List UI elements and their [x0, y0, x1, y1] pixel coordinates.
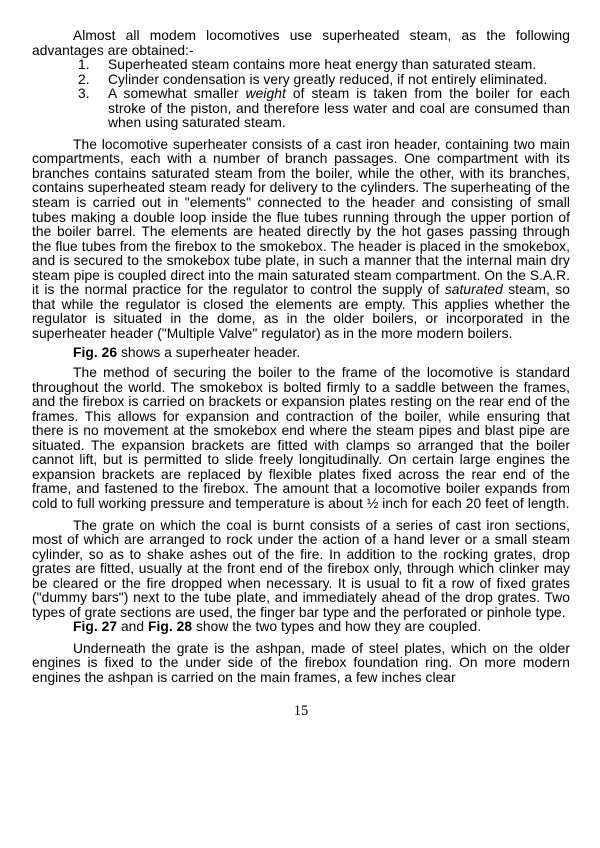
figure-26-text: shows a superheater header. [117, 345, 301, 361]
list-item-text-pre: A somewhat smaller [108, 86, 246, 102]
paragraph-text-emphasis: saturated [444, 282, 503, 298]
list-item-number: 2. [78, 71, 90, 87]
paragraph-boiler-securing: The method of securing the boiler to the frame of the locomotive is standard throughout the world. The smokebox is bolted firmly to a saddle between the frames, and the firebox is carried on brackets or expansion plates resting on the rear end of the frames. This allows for expansion and contraction of the boiler, while ensuring that there is no movement at the smokebox end where the steam pipes and blast pipe are situated. The expansion brackets are fitted with clamps so arranged that the boiler cannot lift, but is permitted to slide freely longitudinally. On certain large engines the expansion brackets are replaced by flexible plates fixed across the rear end of the frame, and fastened to the firebox. The amount that a locomotive boiler expands from cold to full working pressure and temperature is about ½ inch for each 20 feet of length. [32, 365, 570, 511]
figure-27-28-reference [32, 620, 570, 635]
paragraph-text-pre: The locomotive superheater consists of a cast iron header, containing two main compartments, each with a number of branch passages. One compartment with its branches contains saturated steam from the boiler, while the other, with its branches, contains superheated steam ready for delivery to the cylinders. The superheating of the steam is carried out in "elements" connected to the header and consisting of small tubes making a double loop inside the flue tubes running through the upper portion of the boiler barrel. The elements are heated directly by the hot gases passing through the flue tubes from the firebox to the smokebox. The header is placed in the smokebox, and is secured to the smokebox tube plate, in such a manner that the internal main dry steam pipe is coupled direct into the main saturated steam compartment. On the S.A.R. it is the normal practice for the regulator to control the supply of [32, 136, 570, 298]
list-item-1 [32, 58, 570, 73]
page-number: 15 [293, 702, 309, 719]
advantages-list [32, 58, 570, 131]
paragraph-grate: The grate on which the coal is burnt consists of a series of cast iron sections, most of which are arranged to rock under the action of a hand lever or a small steam cylinder, so as to shake ashes out of the fire. In addition to the rocking grates, drop grates are fitted, usually at the front end of the firebox only, through which clinker may be cleared or the fire dropped when necessary. It is usual to fit a row of fixed grates ("dummy bars") next to the tube plate, and immediately ahead of the drop grates. Two types of grate sections are used, the finger bar type and the perforated or pinhole type. [32, 517, 570, 620]
list-item-2 [32, 73, 570, 88]
figure-28-label: Fig. 28 [148, 619, 193, 635]
list-item-text: Cylinder condensation is very greatly reduced, if not entirely eliminated. [108, 71, 548, 87]
figure-27-28-text: show the two types and how they are coupled. [192, 619, 482, 635]
list-item-text-emphasis: weight [245, 86, 286, 102]
figure-26-label: Fig. 26 [73, 345, 118, 361]
paragraph-ashpan: Underneath the grate is the ashpan, made of steel plates, which on the older engines is fixed to the under side of the firebox foundation ring. On more modern engines the ashpan is carried on the main frames, a few inches clear [32, 640, 570, 685]
paragraph-intro: Almost all modem locomotives use superheated steam, as the following advantages are obtained:- [32, 28, 570, 58]
figure-27-label: Fig. 27 [73, 619, 118, 635]
paragraph-text-post: steam, so that while the regulator is closed the elements are empty. This applies whether the regulator is situated in the dome, as in the older boilers, or incorporated in the superheater header ("Multiple Valve" regulator) as in the more modern boilers. [32, 282, 570, 341]
figure-26-reference [32, 346, 570, 361]
figure-reference-conjunction: and [117, 619, 148, 635]
list-item-3 [32, 87, 570, 131]
list-item-number: 3. [78, 86, 90, 102]
list-item-text: Superheated steam contains more heat energy than saturated steam. [108, 57, 537, 73]
list-item-number: 1. [78, 57, 90, 73]
paragraph-superheater [32, 138, 570, 342]
list-item-text-post: of steam is taken from the boiler for each stroke of the piston, and therefore less water and coal are consumed than when using saturated steam. [108, 86, 571, 131]
